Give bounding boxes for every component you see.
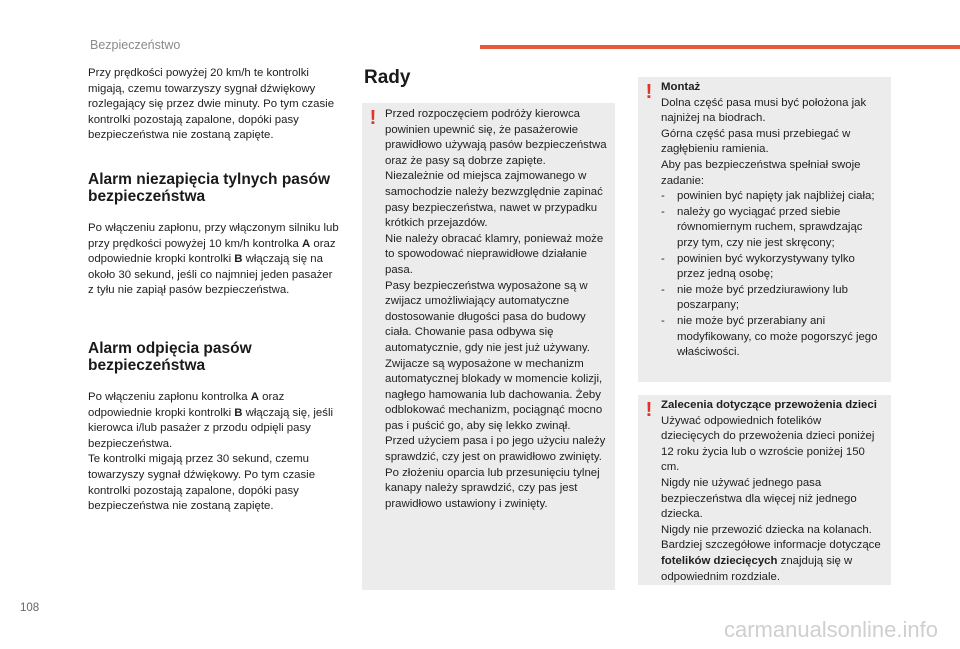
list-item-text: należy go wyciągać przed siebie równomiernym ruchem, sprawdzając przy tym, czy nie jest skręcony; (677, 205, 863, 249)
installation-line: Dolna część pasa musi być położona jak najniżej na biodrach. (661, 96, 867, 125)
warning-icon: ! (645, 399, 653, 421)
warning-icon: ! (369, 107, 377, 129)
unbuckle-alarm-text-2: Te kontrolki migają przez 30 sekund, czemu towarzyszy sygnał dźwiękowy. Po tym czasie kontrolki pozostają zapalone, dopóki pasy bezpieczeństwa nie zostaną zapięte. (88, 453, 316, 513)
list-dash: - (661, 190, 665, 203)
installation-line: Górna część pasa musi przebiegać w zagłębieniu ramienia. (661, 127, 851, 156)
page-number: 108 (20, 602, 40, 614)
tips-paragraph: Zwijacze są wyposażone w mechanizm automatycznej blokady w momencie kolizji, nagłego hamowania lub dachowania. Żeby odblokować mechanizm, pociągnąć mocno pas i puścić go, aby się lekko zwinął. (385, 357, 603, 432)
tips-heading: Rady (364, 67, 411, 88)
tips-paragraph: Pasy bezpieczeństwa wyposażone są w zwijacz umożliwiający automatyczne dostosowanie długości pasa do budowy ciała. Chowanie pasa odbywa się automatycznie, gdy nie jest już używany. (385, 279, 590, 354)
left-column (88, 66, 340, 515)
list-item-text: powinien być napięty jak najbliżej ciała; (677, 190, 875, 203)
list-item-text: powinien być wykorzystywany tylko przez jedną osobę; (677, 252, 855, 281)
child-transport-title: Zalecenia dotyczące przewożenia dzieci (661, 399, 877, 411)
list-item-text: nie może być przedziurawiony lub poszarpany; (677, 283, 848, 312)
child-transport-line: Nigdy nie używać jednego pasa bezpieczeństwa dla więcej niż jednego dziecka. (661, 476, 857, 521)
list-item (661, 205, 883, 252)
list-item (661, 252, 883, 283)
list-item-text: nie może być przerabiany ani modyfikowany, co może pogorszyć jego właściwości. (677, 314, 878, 359)
intro-paragraph: Przy prędkości powyżej 20 km/h te kontrolki migają, czemu towarzyszy sygnał dźwiękowy rozlegający się przez dwie minuty. Po tym czasie kontrolki pozostają zapalone, dopóki pasy bezpieczeństwa nie zostaną zapięte. (88, 67, 335, 142)
installation-line: Aby pas bezpieczeństwa spełniał swoje zadanie: (661, 158, 861, 187)
watermark: carmanualsonline.info (723, 617, 938, 642)
list-dash: - (661, 283, 665, 296)
child-transport-line: Nigdy nie przewozić dziecka na kolanach. (661, 523, 872, 536)
tips-paragraph: Przed rozpoczęciem podróży kierowca powinien upewnić się, że pasażerowie prawidłowo używają pasów bezpieczeństwa oraz że pasy są dobrze zapięte. (385, 108, 607, 167)
tips-paragraph: Niezależnie od miejsca zajmowanego w samochodzie należy bezwzględnie zapinać pasy bezpieczeństwa, nawet w przypadku krótkich przejazdów. (385, 170, 603, 230)
child-seat-reference: Bardziej szczegółowe informacje dotyczące fotelików dziecięcych znajdują się w odpowiednim rozdziale. (661, 539, 881, 583)
list-item (661, 283, 883, 314)
unbuckle-alarm-text: Po włączeniu zapłonu kontrolka A oraz odpowiednie kropki kontrolki B włączają się, jeśli kierowca i/lub pasażer z przodu odpięli pasy bezpieczeństwa. (88, 390, 334, 450)
list-item (661, 189, 883, 205)
installation-title: Montaż (661, 81, 701, 93)
rear-belt-alarm-heading: Alarm niezapięcia tylnych pasów bezpieczeństwa (88, 170, 331, 206)
rear-belt-alarm-text: Po włączeniu zapłonu, przy włączonym silniku lub przy prędkości powyżej 10 km/h kontrolka A oraz odpowiednie kropki kontrolki B włączają się na około 30 sekund, jeśli co najmniej jeden pasażer z tyłu nie zapiął pasów bezpieczeństwa. (88, 221, 339, 297)
tips-box (362, 103, 615, 590)
list-item (661, 314, 883, 361)
list-dash: - (661, 314, 665, 327)
list-dash: - (661, 252, 665, 265)
section-header: Bezpieczeństwo (90, 38, 181, 52)
unbuckle-alarm-heading: Alarm odpięcia pasów bezpieczeństwa (88, 339, 252, 375)
installation-box (638, 77, 891, 382)
tips-paragraph: Nie należy obracać klamry, ponieważ może to spowodować nieprawidłowe działanie pasa. (385, 232, 604, 276)
tips-paragraph: Przed użyciem pasa i po jego użyciu należy sprawdzić, czy jest on prawidłowo zwinięty. (385, 435, 606, 464)
child-transport-box (638, 395, 891, 585)
header-accent-bar (480, 45, 960, 49)
list-dash: - (661, 205, 665, 218)
warning-icon: ! (645, 81, 653, 103)
tips-paragraph: Po złożeniu oparcia lub przesunięciu tylnej kanapy należy sprawdzić, czy pas jest prawidłowo ustawiony i zwinięty. (385, 466, 600, 510)
child-transport-line: Używać odpowiednich fotelików dziecięcych do przewożenia dzieci poniżej 12 roku życia lub o wzroście poniżej 150 cm. (661, 414, 875, 474)
